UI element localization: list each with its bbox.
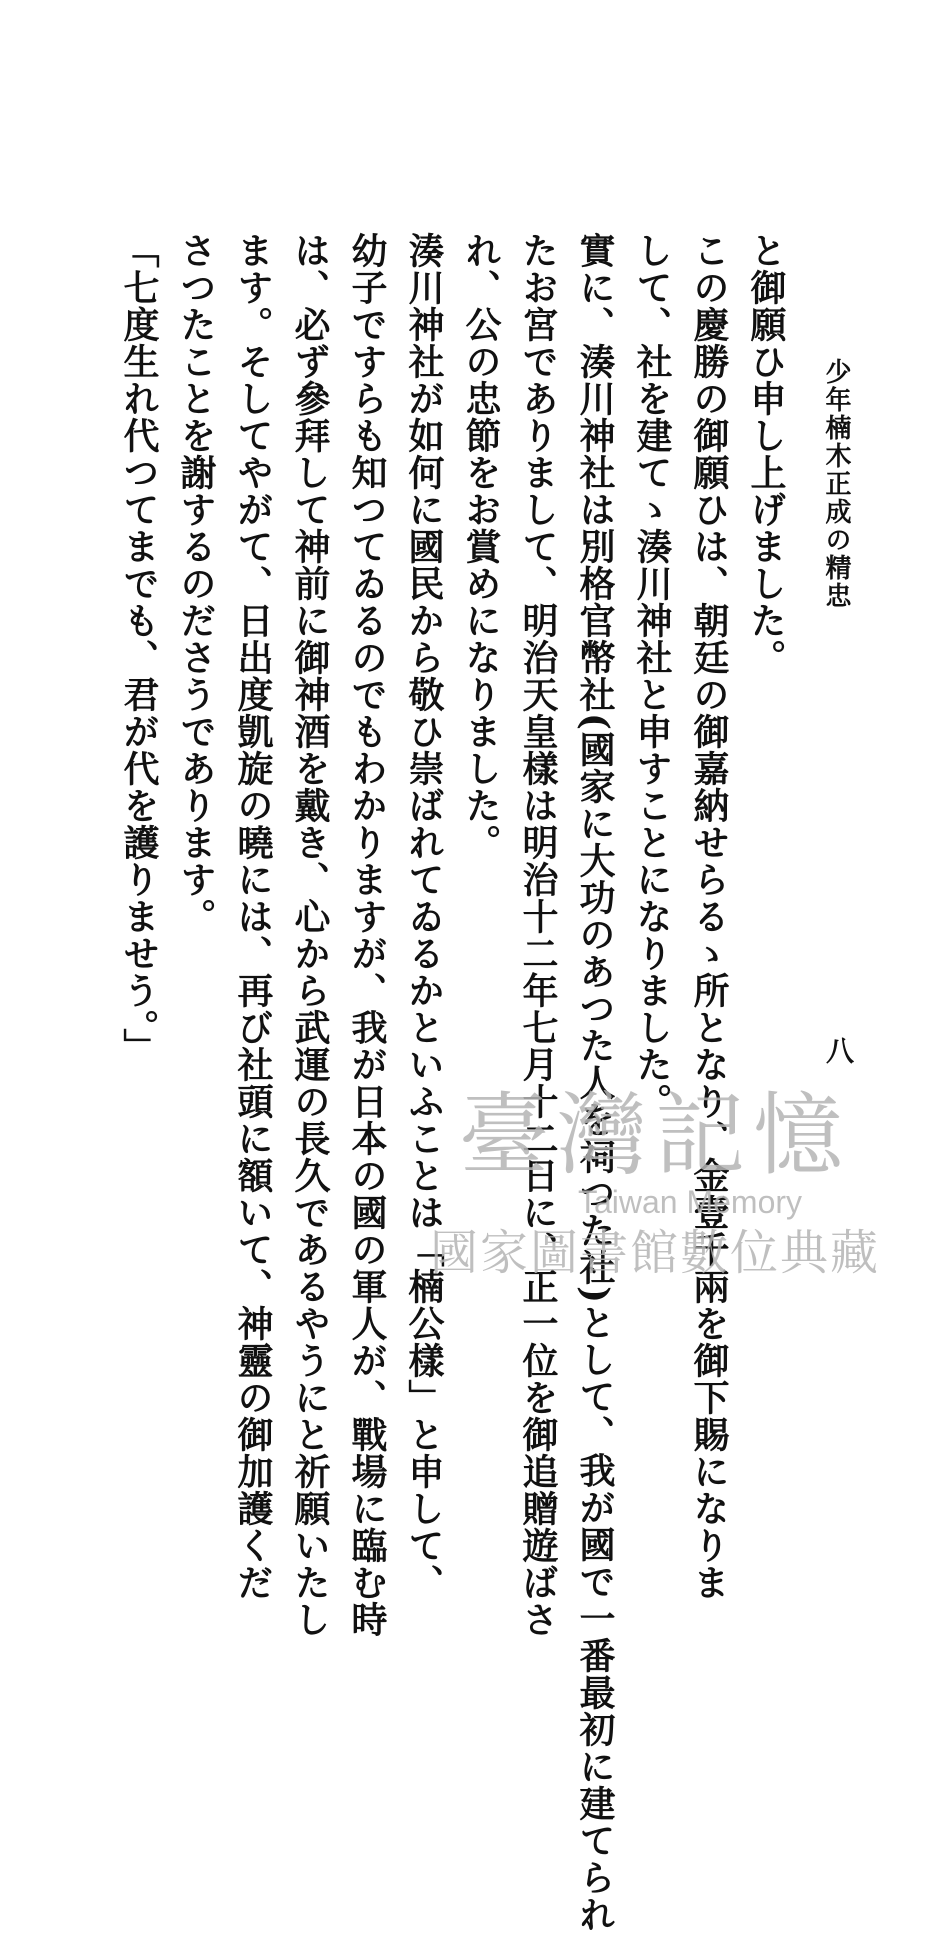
text-column: 幼子ですらも知つてゐるのでもわかりますが、我が日本の國の軍人が、戰場に臨む時 xyxy=(346,232,388,1638)
text-column: して、社を建てゝ湊川神社と申すことになりました。 xyxy=(631,232,673,1120)
watermark xyxy=(420,1083,890,1284)
text-column: 湊川神社が如何に國民から敬ひ崇ばれてゐるかといふことは「楠公樣」と申して、 xyxy=(403,232,445,1601)
text-column: たお宮でありまして、明治天皇樣は明治十二年七月十二日に、正一位を御追贈遊ばさ xyxy=(517,232,559,1638)
watermark-logo: 臺灣記憶 xyxy=(459,1083,851,1188)
watermark-english: Taiwan Memory xyxy=(577,1184,803,1220)
text-column: この慶勝の御願ひは、朝廷の御嘉納せらるゝ所となり、金壹千兩を御下賜になりま xyxy=(688,232,730,1601)
watermark-chinese: 國家圖書館數位典藏 xyxy=(429,1225,880,1281)
quote-column: 「七度生れ代つてまでも、君が代を護りませう。」 xyxy=(118,232,160,1065)
text-column: れ、公の忠節をお賞めになりました。 xyxy=(460,232,502,861)
text-column: は、必ず參拜して神前に御神酒を戴き、心から武運の長久であるやうにと祈願いたし xyxy=(289,232,331,1638)
text-column: 實に、湊川神社は別格官幣社(國家に大功のあつた人を祠つた社)として、我が國で一番最初に建てられ xyxy=(574,232,616,1933)
text-column: と御願ひ申し上げました。 xyxy=(745,232,787,676)
running-head: 少年楠木正成の精忠 xyxy=(821,358,851,610)
text-column: さつたことを謝するのださうであります。 xyxy=(175,232,217,935)
page-number: 八 xyxy=(822,1036,855,1064)
text-column: ます。そしてやがて、日出度凱旋の曉には、再び社頭に額いて、神靈の御加護くだ xyxy=(232,232,274,1601)
